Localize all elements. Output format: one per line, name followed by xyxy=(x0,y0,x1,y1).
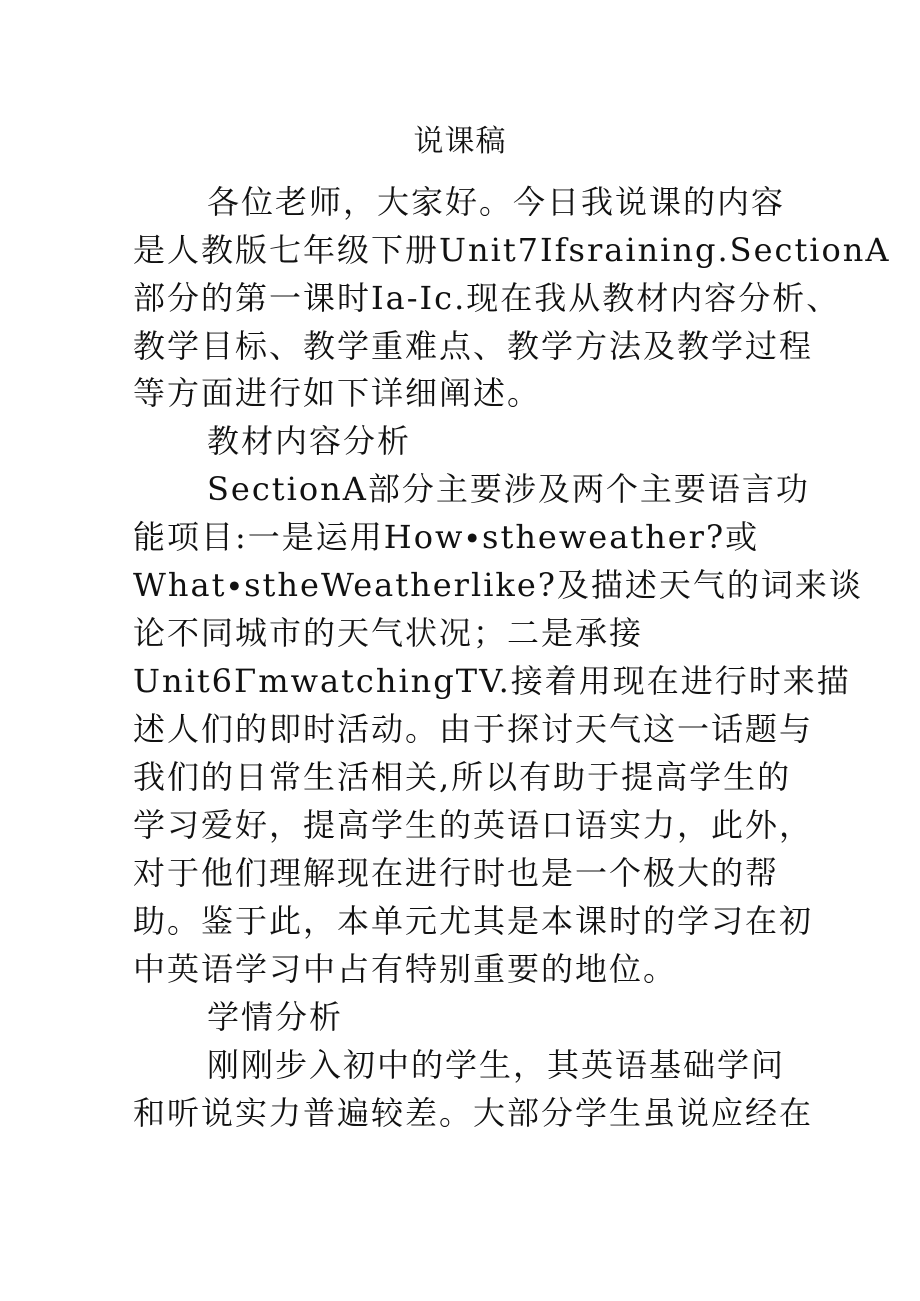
section-heading-student-analysis: 学情分析 xyxy=(207,998,344,1036)
paragraph-students-line-1: 刚刚步入初中的学生，其英语基础学问 xyxy=(207,1046,786,1084)
paragraph-analysis-line-8: 学习爱好，提高学生的英语口语实力，此外， xyxy=(133,806,814,844)
paragraph-analysis-line-11: 中英语学习中占有特别重要的地位。 xyxy=(133,950,678,988)
section-heading-textbook-analysis: 教材内容分析 xyxy=(207,422,412,460)
paragraph-analysis-line-1: SectionA部分主要涉及两个主要语言功 xyxy=(207,470,810,508)
paragraph-analysis-line-2: 能项目:一是运用How∙stheweather?或 xyxy=(133,518,760,556)
paragraph-intro-line-5: 等方面进行如下详细阐述。 xyxy=(133,374,542,412)
paragraph-analysis-line-7: 我们的日常生活相关,所以有助于提高学生的 xyxy=(133,758,792,796)
paragraph-analysis-line-6: 述人们的即时活动。由于探讨天气这一话题与 xyxy=(133,710,814,748)
paragraph-analysis-line-9: 对于他们理解现在进行时也是一个极大的帮 xyxy=(133,854,780,892)
paragraph-analysis-line-5: Unit6ΓmwatchingTV.接着用现在进行时来描 xyxy=(133,662,851,700)
document-title: 说课稿 xyxy=(413,124,507,159)
paragraph-intro-line-2: 是人教版七年级下册Unit7Ifsraining.SectionA xyxy=(133,231,891,269)
paragraph-students-line-2: 和听说实力普遍较差。大部分学生虽说应经在 xyxy=(133,1094,814,1132)
paragraph-intro-line-4: 教学目标、教学重难点、教学方法及教学过程 xyxy=(133,327,814,365)
paragraph-analysis-line-3: What∙stheWeatherlike?及描述天气的词来谈 xyxy=(133,566,863,604)
paragraph-intro-line-1: 各位老师，大家好。今日我说课的内容 xyxy=(207,183,786,221)
paragraph-analysis-line-4: 论不同城市的天气状况；二是承接 xyxy=(133,614,644,652)
paragraph-intro-line-3: 部分的第一课时Ia-Ic.现在我从教材内容分析、 xyxy=(133,279,841,317)
paragraph-analysis-line-10: 助。鉴于此，本单元尤其是本课时的学习在初 xyxy=(133,902,814,940)
